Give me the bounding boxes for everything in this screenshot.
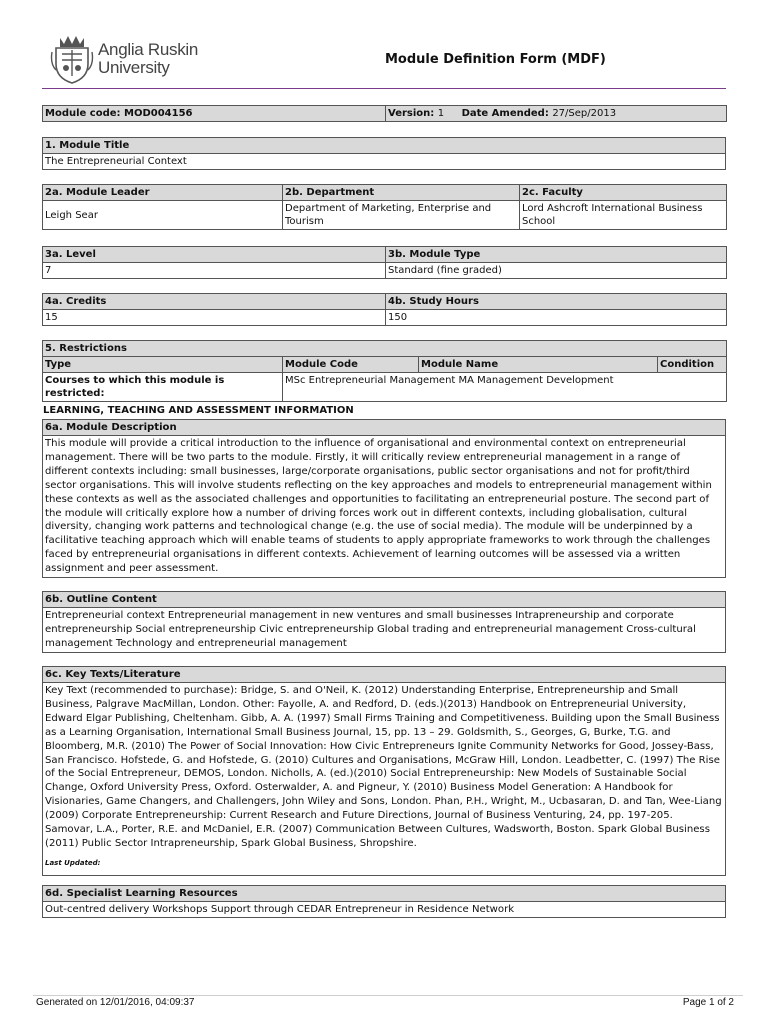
description-heading: 6a. Module Description (43, 420, 726, 436)
module-leader-heading: 2a. Module Leader (43, 185, 283, 201)
restrictions-table (42, 340, 727, 402)
description-text: This module will provide a critical introduction to the influence of organisational and environmental context on entrepreneurial management. There will be two parts to the module. Firstly, it will critically review entrepreneurial management in a range of different contexts including: small businesses, large/corporate organisations, public sector organisations and not for profit/third sector organisations. This will involve students reflecting on the key approaches and models to entrepreneurial management within these contexts as well as the associated challenges and opportunities to facilitating an entrepreneurial posture. The second part of the module will critically explore how a number of driving forces work out in different contexts, including globalisation, cultural diversity, changing work patterns and technological change (e.g. the use of social media). The module will be underpinned by a facilitative teaching approach which will enable teams of students to apply appropriate frameworks to work through the challenges faced by entrepreneurial organisations in different contexts. Achievement of learning outcomes will be assessed via a written assignment and peer assessment. (43, 436, 726, 578)
logo-text-line2: University (98, 58, 170, 77)
version-value: 1 (437, 108, 445, 119)
restrictions-col-condition: Condition (658, 357, 727, 373)
faculty-heading: 2c. Faculty (520, 185, 727, 201)
restrictions-col-code: Module Code (283, 357, 419, 373)
department-heading: 2b. Department (283, 185, 520, 201)
logo-text-line1: Anglia Ruskin (98, 40, 199, 59)
module-leader-value: Leigh Sear (43, 201, 283, 230)
credits-heading: 4a. Credits (43, 294, 386, 310)
study-hours-heading: 4b. Study Hours (386, 294, 727, 310)
level-table (42, 246, 727, 279)
faculty-value: Lord Ashcroft International Business School (520, 201, 727, 230)
description-table (42, 419, 726, 578)
module-title-value: The Entrepreneurial Context (43, 154, 726, 170)
module-code: Module code: MOD004156 (43, 106, 386, 122)
generated-timestamp: Generated on 12/01/2016, 04:09:37 (36, 997, 195, 1008)
credits-value: 15 (43, 310, 386, 326)
date-amended-value: 27/Sep/2013 (552, 108, 617, 119)
outline-table (42, 591, 726, 653)
outline-text: Entrepreneurial context Entrepreneurial management in new ventures and small businesses Intrapreneurship and corporate entrepreneurship Social entrepreneurship Civic entrepreneurship Global trading and entrepreneurial management Cross-cultural management Technology and entrepreneurial management (43, 608, 726, 653)
level-value: 7 (43, 263, 386, 279)
restrictions-col-name: Module Name (419, 357, 658, 373)
department-value: Department of Marketing, Enterprise and Tourism (283, 201, 520, 230)
module-type-value: Standard (fine graded) (386, 263, 727, 279)
module-title-table (42, 137, 726, 170)
module-leader-table (42, 184, 727, 230)
restrictions-heading: 5. Restrictions (43, 341, 727, 357)
module-code-table (42, 105, 727, 122)
level-heading: 3a. Level (43, 247, 386, 263)
resources-heading: 6d. Specialist Learning Resources (43, 886, 726, 902)
date-amended-label: Date Amended: (461, 108, 549, 119)
last-updated-label: Last Updated: (45, 858, 101, 867)
module-title-heading: 1. Module Title (43, 138, 726, 154)
key-texts-cell (43, 683, 726, 876)
restrictions-col-type: Type (43, 357, 283, 373)
restrictions-row-label: Courses to which this module is restricted: (43, 373, 283, 402)
key-texts-table (42, 666, 726, 876)
credits-table (42, 293, 727, 326)
resources-text: Out-centred delivery Workshops Support through CEDAR Entrepreneur in Residence Network (43, 902, 726, 918)
header-divider (42, 88, 726, 89)
restrictions-row-value: MSc Entrepreneurial Management MA Management Development (283, 373, 727, 402)
module-type-heading: 3b. Module Type (386, 247, 727, 263)
footer-divider (33, 995, 743, 996)
crest-icon (50, 34, 94, 84)
outline-heading: 6b. Outline Content (43, 592, 726, 608)
version-label: Version: (388, 108, 435, 119)
key-texts-text: Key Text (recommended to purchase): Bridge, S. and O'Neil, K. (2012) Understanding Enterprise, Entrepreneurship and Small Business, Palgrave MacMillan, London. Other: Fayolle, A. and Redford, D. (eds.)(2013) Handbook on Entrepreneurial University, Edward Elgar Publishing, Cheltenham. Gibb, A. A. (1997) Small Firms Training and Competitiveness. Building upon the Small Business as a Learning Organisation, International Small Business Journal, 15, pp. 13 – 29. Goldsmith, S., Georges, G, Burke, T.G. and Bloomberg, M.R. (2010) The Power of Social Innovation: How Civic Entrepreneurs Ignite Community Networks for Good, Jossey-Bass, San Francisco. Hofstede, G. and Hofstede, G. (2010) Cultures and Organisations, McGraw Hill, London. Leadbetter, C. (1997) The Rise of the Social Entrepreneur, DEMOS, London. Nicholls, A. (ed.)(2010) Social Entrepreneurship: New Models of Sustainable Social Change, Oxford University Press, Oxford. Osterwalder, A. and Pigneur, Y. (2010) Business Model Generation: A Handbook for Visionaries, Game Changers, and Challengers, John Wiley and Sons, London. Phan, P.H., Wright, M., Ucbasaran, D. and Tan, Wee-Liang (2009) Corporate Entrepreneurship: Current Research and Future Directions, Journal of Business Venturing, 24, pp. 197-205. Samovar, L.A., Porter, R.E. and McDaniel, E.R. (2007) Communication Between Cultures, Wadsworth, Boston. Spark Global Business (2011) Public Sector Intrapreneurship, Spark Global Business, Shropshire. (45, 685, 722, 849)
lta-heading: LEARNING, TEACHING AND ASSESSMENT INFORMATION (43, 405, 354, 416)
page-number: Page 1 of 2 (682, 997, 734, 1008)
resources-table (42, 885, 726, 918)
version-date-cell (386, 106, 727, 122)
university-logo (50, 34, 210, 84)
page-title: Module Definition Form (MDF) (385, 52, 606, 67)
study-hours-value: 150 (386, 310, 727, 326)
key-texts-heading: 6c. Key Texts/Literature (43, 667, 726, 683)
